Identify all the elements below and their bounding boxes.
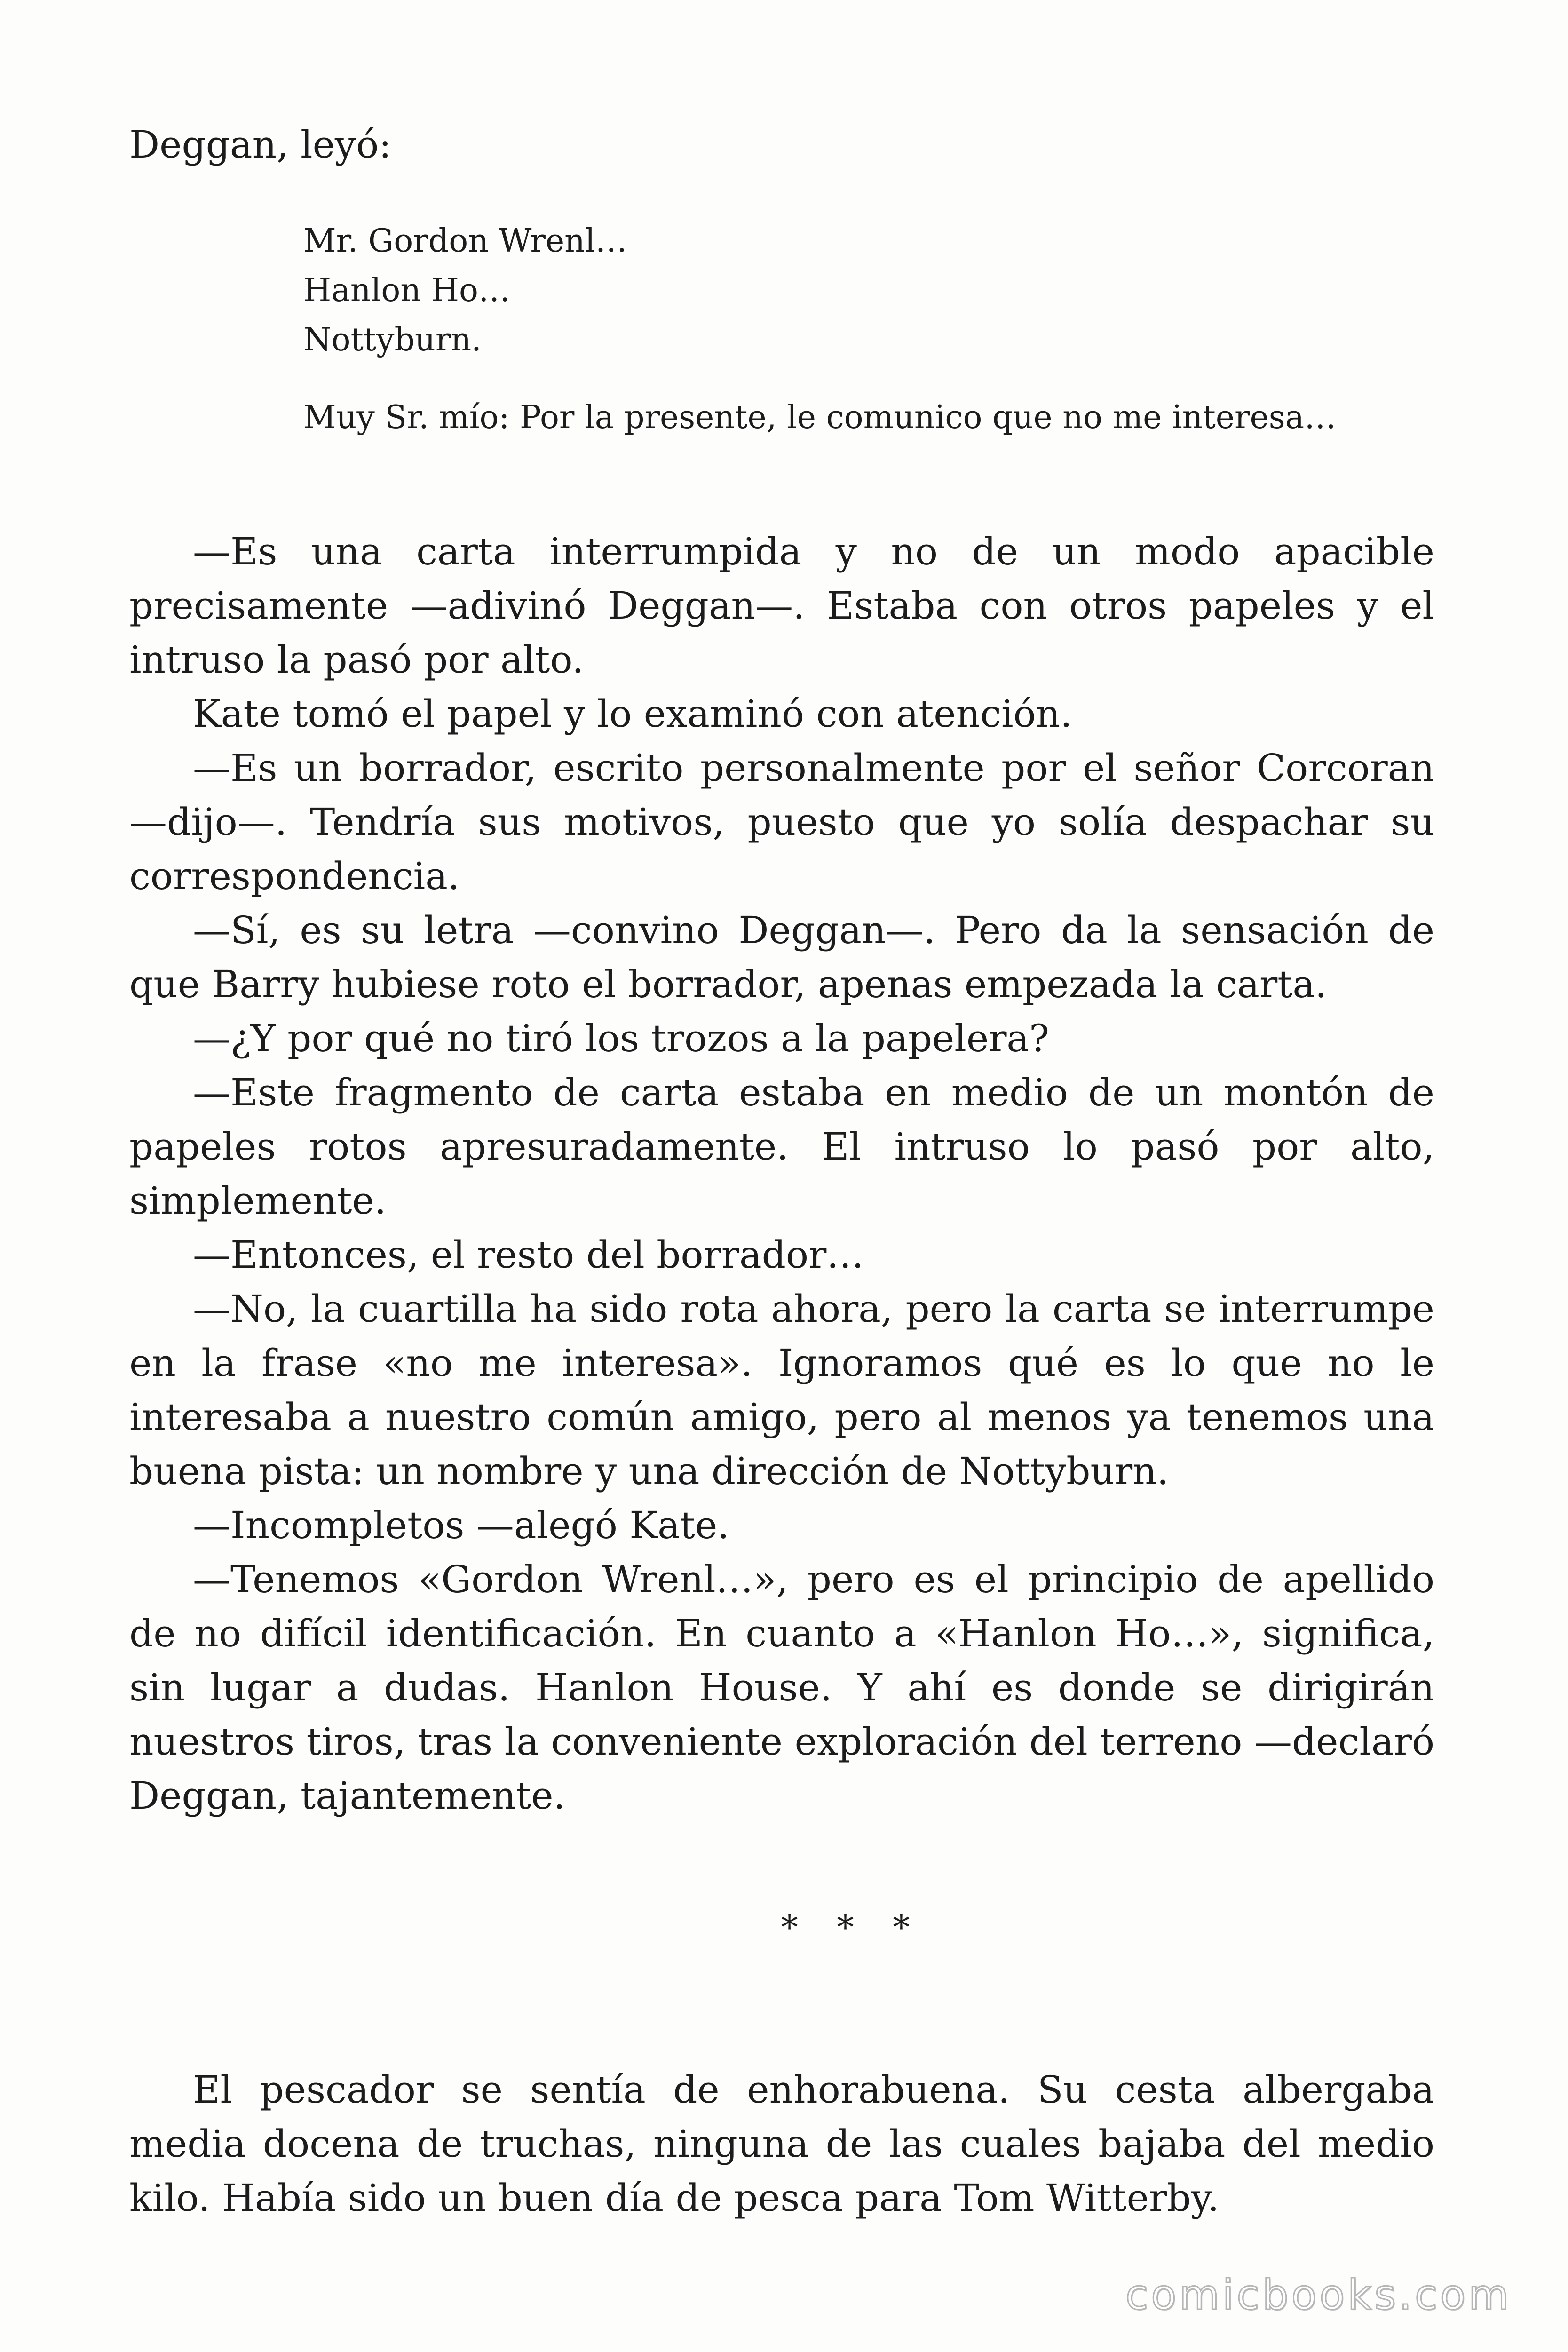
next-section [129, 2063, 1434, 2225]
paragraph: —Es una carta interrumpida y no de un modo apacible precisamente —adivinó Deggan—. Estaba con otros papeles y el intruso la pasó por alto. [129, 530, 1434, 682]
dialogue-section [129, 524, 1434, 1823]
paragraph: —Entonces, el resto del borrador… [193, 1233, 864, 1277]
paragraph: —¿Y por qué no tiró los trozos a la papelera? [193, 1017, 1050, 1060]
paragraph: —Tenemos «Gordon Wrenl…», pero es el principio de apellido de no difícil identificación. En cuanto a «Hanlon Ho…», significa, sin lugar a dudas. Hanlon House. Y ahí es donde se dirigirán nuestros tiros, tras la conveniente exploración del terreno —declaró Deggan, tajantemente. [129, 1557, 1434, 1818]
paragraph: —No, la cuartilla ha sido rota ahora, pero la carta se interrumpe en la frase «no me interesa». Ignoramos qué es lo que no le interesaba a nuestro común amigo, pero al menos ya tenemos una buena pista: un nombre y una dirección de Nottyburn. [129, 1287, 1434, 1493]
letter-address-line: Hanlon Ho… [303, 272, 510, 309]
paragraph: El pescador se sentía de enhorabuena. Su cesta albergaba media docena de truchas, ninguna de las cuales bajaba del medio kilo. Había sido un buen día de pesca para Tom Witterby. [129, 2068, 1434, 2220]
letter-address-line: Nottyburn. [303, 321, 482, 358]
paragraph: —Este fragmento de carta estaba en medio de un montón de papeles rotos apresuradamente. El intruso lo pasó por alto, simplemente. [129, 1071, 1434, 1223]
letter-address-line: Mr. Gordon Wrenl… [303, 222, 627, 260]
text-column [129, 118, 1434, 2225]
paragraph: —Incompletos —alegó Kate. [193, 1503, 729, 1547]
paragraph: Kate tomó el papel y lo examinó con atención. [193, 692, 1072, 736]
section-separator: * * * [781, 1907, 924, 1947]
intro-line: Deggan, leyó: [129, 123, 392, 167]
watermark: comicbooks.com [1125, 2271, 1512, 2319]
letter-excerpt [303, 216, 1434, 442]
paragraph: —Es un borrador, escrito personalmente por el señor Corcoran —dijo—. Tendría sus motivos, puesto que yo solía despachar su correspondencia. [129, 746, 1434, 898]
paragraph: —Sí, es su letra —convino Deggan—. Pero da la sensación de que Barry hubiese roto el borrador, apenas empezada la carta. [129, 908, 1434, 1006]
letter-salutation: Muy Sr. mío: Por la presente, le comunico que no me interesa… [303, 399, 1337, 436]
